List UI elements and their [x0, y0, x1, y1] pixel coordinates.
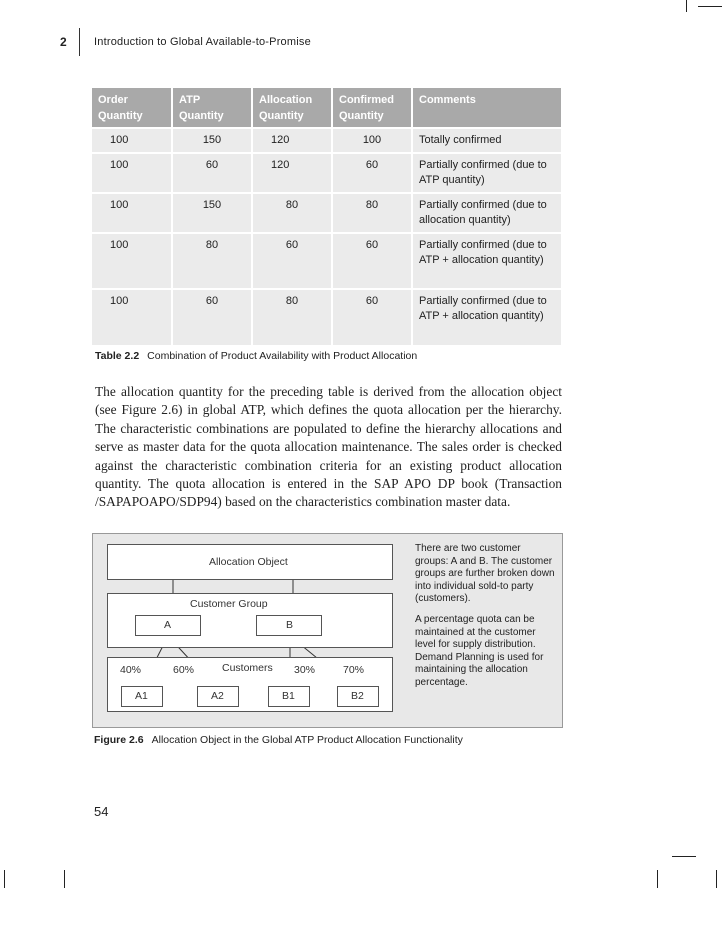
crop-mark-bottom-left-2	[64, 870, 65, 888]
table-row	[92, 193, 561, 233]
table-row	[92, 128, 561, 153]
percent-a1: 40%	[120, 664, 142, 676]
allocation-object-label: Allocation Object	[209, 556, 288, 568]
crop-mark-top-right-h	[698, 6, 722, 7]
page-folio: 54	[94, 804, 109, 819]
allocation-figure	[92, 533, 563, 728]
customer-b1-label: B1	[282, 690, 295, 702]
customer-a2-box	[197, 686, 239, 707]
cell-atp-qty: 150	[172, 193, 252, 233]
table-row	[92, 289, 561, 345]
cell-order-qty: 100	[92, 289, 172, 345]
group-b-box	[256, 615, 322, 636]
cell-confirmed-qty: 60	[332, 233, 412, 289]
cell-confirmed-qty: 60	[332, 153, 412, 193]
figure-caption-text: Allocation Object in the Global ATP Product Allocation Functionality	[151, 734, 463, 746]
cell-order-qty: 100	[92, 193, 172, 233]
table-row	[92, 233, 561, 289]
cell-atp-qty: 80	[172, 233, 252, 289]
group-a-box	[135, 615, 201, 636]
cell-allocation-qty: 120	[252, 153, 332, 193]
table-caption-text: Combination of Product Availability with Product Allocation	[147, 350, 418, 362]
figure-notes	[415, 543, 555, 698]
cell-allocation-qty: 120	[252, 128, 332, 153]
cell-order-qty: 100	[92, 153, 172, 193]
crop-mark-bottom-right-h	[672, 856, 696, 857]
table-caption	[95, 350, 417, 362]
cell-confirmed-qty: 100	[332, 128, 412, 153]
cell-comment: Totally confirmed	[412, 128, 561, 153]
customer-b1-box	[268, 686, 310, 707]
header-comments: Comments	[412, 88, 561, 128]
cell-atp-qty: 60	[172, 289, 252, 345]
header-confirmed-quantity: Confirmed Quantity	[332, 88, 412, 128]
customer-group-label: Customer Group	[190, 598, 268, 610]
cell-allocation-qty: 80	[252, 289, 332, 345]
crop-mark-top-right	[686, 0, 687, 12]
cell-atp-qty: 60	[172, 153, 252, 193]
crop-mark-bottom-left	[4, 870, 5, 888]
cell-allocation-qty: 60	[252, 233, 332, 289]
percent-b2: 70%	[343, 664, 365, 676]
cell-allocation-qty: 80	[252, 193, 332, 233]
cell-confirmed-qty: 80	[332, 193, 412, 233]
group-b-label: B	[286, 619, 294, 631]
header-rule	[79, 28, 80, 56]
crop-mark-bottom-right	[657, 870, 658, 888]
figure-note-groups: There are two customer groups: A and B. The customer groups are further broken down into individual sold-to party (customers).	[415, 543, 555, 605]
customer-b2-label: B2	[351, 690, 364, 702]
table-header-row	[92, 88, 561, 128]
cell-confirmed-qty: 60	[332, 289, 412, 345]
figure-caption	[94, 734, 463, 746]
table-row	[92, 153, 561, 193]
header-order-quantity: Order Quantity	[92, 88, 172, 128]
body-paragraph: The allocation quantity for the preceding table is derived from the allocation object (see Figure 2.6) in global ATP, which defines the quota allocation per the hierarchy. The characteristic combinations are populated to define the hierarchy allocations and serve as master data for the quota allocation maintenance. The sales order is checked against the characteristic combination criteria for an existing product allocation quantity. The quota allocation is entered in the SAP APO DP book (Transaction /SAPAPOAPO/SDP94) based on the characteristics combination master data.	[95, 384, 562, 510]
allocation-object-box	[107, 544, 393, 580]
figure-note-quota: A percentage quota can be maintained at the customer level for supply distribution. Demand Planning is used for maintaining the allocation percentage.	[415, 613, 544, 688]
cell-comment: Partially confirmed (due to ATP + allocation quantity)	[412, 233, 561, 289]
cell-comment: Partially confirmed (due to allocation quantity)	[412, 193, 561, 233]
cell-comment: Partially confirmed (due to ATP quantity)	[412, 153, 561, 193]
customer-a1-label: A1	[135, 690, 148, 702]
page-number: 2	[60, 35, 67, 49]
cell-order-qty: 100	[92, 233, 172, 289]
customer-a1-box	[121, 686, 163, 707]
cell-comment: Partially confirmed (due to ATP + allocation quantity)	[412, 289, 561, 345]
group-a-label: A	[164, 619, 172, 631]
header-allocation-quantity: Allocation Quantity	[252, 88, 332, 128]
percent-b1: 30%	[294, 664, 316, 676]
figure-caption-label: Figure 2.6	[94, 734, 144, 746]
table-caption-label: Table 2.2	[95, 350, 140, 362]
customer-a2-label: A2	[211, 690, 224, 702]
crop-mark-bottom-right-2	[716, 870, 717, 888]
percent-a2: 60%	[173, 664, 195, 676]
cell-order-qty: 100	[92, 128, 172, 153]
availability-table	[92, 88, 561, 345]
customers-label: Customers	[222, 662, 273, 674]
customer-b2-box	[337, 686, 379, 707]
running-header-title: Introduction to Global Available-to-Promise	[94, 36, 311, 48]
cell-atp-qty: 150	[172, 128, 252, 153]
header-atp-quantity: ATP Quantity	[172, 88, 252, 128]
